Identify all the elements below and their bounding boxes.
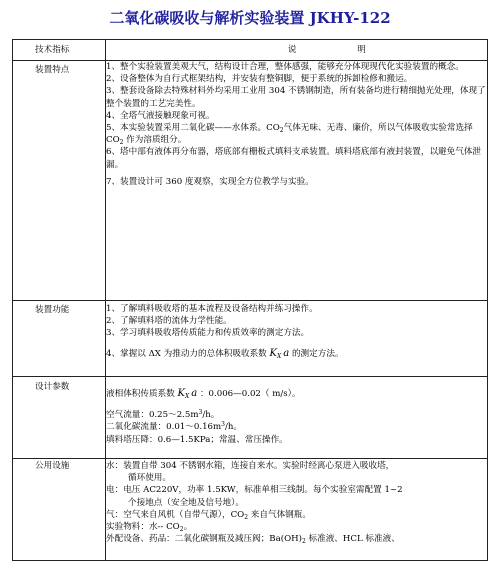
feature-item-7: 7、装置设计可 360 度观察，实现全方位教学与实验。 (106, 176, 314, 187)
utilities-label-cell (13, 459, 106, 561)
utility-materials-sub: 2 (179, 526, 184, 534)
function-item-2: 2、了解填料塔的流体力学性能。 (106, 316, 232, 327)
function-item-4 (106, 347, 487, 361)
design-2-text-a: 空气流量：0.25～2.5m (106, 410, 199, 421)
design-kxa-symbol (177, 388, 197, 399)
design-label: 设计参数 (35, 382, 70, 392)
functions-label: 装置功能 (35, 305, 70, 315)
design-label-cell (13, 377, 106, 459)
design-kxa-a: a (191, 388, 198, 399)
features-label-cell (13, 61, 106, 301)
functions-label-cell (13, 301, 106, 377)
utility-water-line-1: 水：装置自带 304 不锈钢水箱，连接自来水。实验时经离心泵进入吸收塔， (106, 461, 395, 471)
design-3-sup: 3 (221, 421, 225, 429)
feature-5-sub-1: 2 (279, 127, 284, 135)
utility-equipment-text-b: 标准液、HCL 标准液、 (305, 534, 400, 545)
table-header-row (13, 40, 488, 61)
utility-power-line-1: 电：电压 AC220V，功率 1.5KW，标准单相三线制。每个实验室需配置 1~2 (106, 485, 403, 496)
table-row-functions (13, 301, 488, 377)
design-2-sup: 3 (198, 409, 203, 417)
feature-item-2: 2、设备整体为自行式框架结构，并安装有整铜脚，便于系统的拆卸检修和搬运。 (106, 74, 413, 85)
feature-5-text-a: 5、本实验装置采用二氧化碳——水体系。CO (106, 123, 280, 134)
feature-item-3: 3、整套设备除去特殊材料外均采用工业用 304 不锈钢制造，所有装备均进行精细抛光处理，体现了整个装置的工艺完美性。 (106, 86, 486, 109)
design-1-text-b: ：0.006—0.02（ m/s）。 (197, 389, 301, 399)
functions-content (106, 301, 488, 377)
utilities-label: 公用设施 (35, 461, 70, 471)
kxa-a: a (283, 347, 290, 359)
utility-power-line-2: 个接地点（安全地及信号地）。 (128, 497, 245, 508)
utility-materials-text-a: 实验物料：水-- CO (106, 522, 180, 533)
feature-5-sub-2: 2 (119, 139, 124, 147)
function-4-text-b: 的测定方法。 (289, 348, 344, 359)
utility-gas-text-a: 气：空气来自风机（自带气源），CO (106, 509, 245, 520)
utility-equipment-text-a: 外配设备、药品：二氧化碳钢瓶及减压阀；Ba(OH) (106, 534, 302, 545)
utility-gas-text-b: 来自气体钢瓶。 (248, 509, 311, 520)
table-row-features (13, 61, 488, 301)
feature-item-1: 1、整个实验装置美观大气，结构设计合理，整体感强，能够充分体现现代化实验装置的概念。 (106, 62, 464, 72)
utility-materials (106, 521, 487, 533)
design-item-2 (106, 409, 487, 421)
header-description-char-1: 说 (287, 44, 297, 55)
utility-materials-text-b: 。 (183, 522, 193, 533)
spec-table (12, 39, 488, 561)
design-2-text-b: /h。 (202, 410, 220, 421)
features-content (106, 61, 488, 301)
feature-5-text-b: 气体无味、无毒、廉价，所以气体吸收实验常选择 CO (106, 123, 473, 146)
design-content (106, 377, 488, 459)
utility-gas-sub: 2 (244, 513, 249, 521)
design-3-text-a: 二氧化碳流量：0.01～0.16m (106, 422, 222, 433)
feature-item-5 (106, 122, 487, 146)
function-item-1: 1、了解填料吸收塔的基本流程及设备结构并练习操作。 (106, 304, 318, 314)
function-4-text-a: 4、掌握以 ΔX 为推动力的总体积吸收系数 (106, 348, 270, 359)
table-row-utilities (13, 459, 488, 561)
feature-5-text-c: 作为溶质组分。 (123, 135, 187, 146)
feature-item-6: 6、塔中部有液体再分布器，塔底部有栅板式填料支承装置。填料塔底部有液封装置，以避免气体泄漏。 (106, 147, 482, 170)
header-cell-indicator (13, 40, 106, 61)
header-description-char-2: 明 (357, 44, 366, 55)
kxa-x: X (276, 352, 282, 360)
design-item-4: 填料塔压降：0.6—1.5KPa；常温、常压操作。 (106, 434, 288, 445)
utility-water-line-2: 循环使用。 (128, 473, 171, 484)
utility-equipment (106, 533, 487, 545)
header-indicator-label: 技术指标 (35, 44, 70, 55)
features-label: 装置特点 (35, 65, 70, 75)
header-cell-description (106, 40, 488, 61)
design-kxa-k: K (177, 388, 185, 399)
design-kxa-x: X (184, 393, 190, 400)
kxa-k: K (269, 347, 277, 359)
page-title: 二氧化碳吸收与解析实验装置 JKHY-122 (109, 9, 391, 27)
design-item-1 (106, 387, 487, 401)
table-row-design (13, 377, 488, 459)
design-1-text-a: 液相体积传质系数 (106, 389, 178, 399)
design-item-3 (106, 421, 487, 433)
feature-item-4: 4、全塔气液接触现象可视。 (106, 110, 215, 121)
utility-gas (106, 509, 487, 521)
kxa-symbol (270, 348, 290, 359)
function-item-3: 3、学习填料吸收塔传质能力和传质效率的测定方法。 (106, 328, 310, 339)
utility-equipment-sub: 2 (301, 538, 306, 546)
design-3-text-b: /h。 (225, 422, 243, 433)
utilities-content (106, 459, 488, 561)
